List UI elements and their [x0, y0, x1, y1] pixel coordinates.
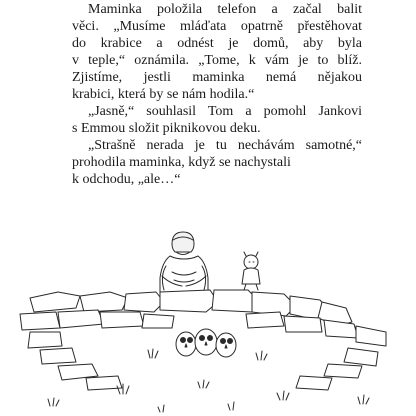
text-line-9: „Strašně nerada je tu nechávám samotné,“: [88, 138, 362, 153]
text-line-6: krabici, která by se nám hodila.“: [72, 87, 255, 102]
small-figure: [242, 252, 260, 290]
text-line-2: věci. „Musíme mláďata opatrně přestěhovat: [72, 19, 362, 34]
text-line-4: v teple,“ oznámila. „Tome, k vám je to blíž.: [72, 53, 362, 68]
text-line-5: Zjistíme, jestli maminka nemá nějakou: [72, 70, 362, 85]
text-line-7: „Jasně,“ souhlasil Tom a pomohl Jankovi: [88, 104, 362, 119]
text-line-11: k odchodu, „ale…“: [72, 172, 181, 187]
girl-kneeling-on-stone-wall-with-owl-chicks-illustration: [0, 218, 416, 416]
text-line-1: Maminka položila telefon a začal balit: [88, 2, 362, 17]
text-line-3: do krabice a odnést je domů, aby byla: [72, 36, 362, 51]
text-line-10: prohodila maminka, když se nachystali: [72, 155, 291, 170]
girl-figure: [160, 232, 208, 294]
owl-chicks: [176, 329, 236, 357]
text-line-8: s Emmou složit piknikovou deku.: [72, 121, 261, 136]
